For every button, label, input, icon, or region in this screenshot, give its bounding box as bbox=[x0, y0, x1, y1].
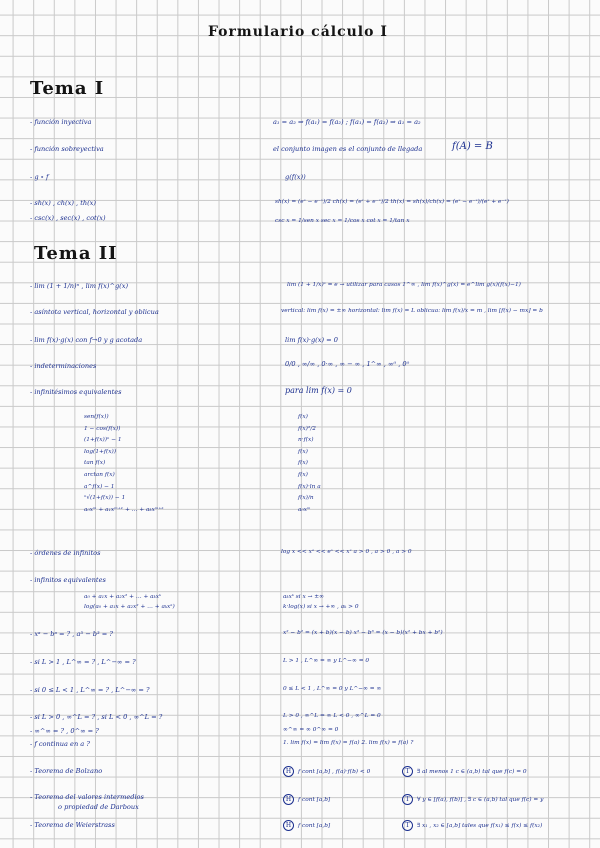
tema2-r2-left-8: - ∞^∞ = ? , 0^∞ = ? bbox=[30, 727, 99, 735]
theorem-ivt-thesis: T ∀ y ∈ [f(a), f(b)] , ∃ c ∈ (a,b) tal que f(c) = y bbox=[402, 794, 543, 805]
tema2-r2-right-5: L > 1 , L^∞ = ∞ y L^−∞ = 0 bbox=[283, 658, 370, 664]
tema2-right-0: lim (1 + 1/x)ˣ = e → utilizar para casos 1^∞ , lim f(x)^g(x) = e^lim g(x)(f(x)−1) bbox=[287, 282, 521, 288]
equiv-right-item: f(x) bbox=[298, 414, 308, 420]
tema2-r2-left-2: a₀ + a₁x + a₂x² + … + aₖxᵏ bbox=[84, 594, 162, 600]
tema1-left-0: - función inyectiva bbox=[30, 118, 92, 126]
theorem-bolzano-label: - Teorema de Bolzano bbox=[30, 767, 103, 775]
thesis-marker: T bbox=[402, 766, 413, 777]
equiv-left-item: ⁿ√(1+f(x)) − 1 bbox=[84, 495, 126, 502]
tema1-left-3: - sh(x) , ch(x) , th(x) bbox=[30, 199, 96, 207]
equiv-left-list bbox=[84, 414, 164, 513]
tema2-right-2: lim f(x)·g(x) = 0 bbox=[285, 336, 338, 344]
tema2-right-4: para lim f(x) = 0 bbox=[285, 386, 352, 395]
tema2-r2-right-9: 1. lim f(x) = lim f(x) = f(a) 2. lim f(x) = f(a) ? bbox=[283, 740, 414, 746]
tema1-right-2: g(f(x)) bbox=[285, 173, 306, 181]
theorem-ivt-label-2: o propiedad de Darboux bbox=[58, 803, 139, 811]
hypothesis-marker: H bbox=[283, 766, 294, 777]
tema2-left-3: - indeterminaciones bbox=[30, 362, 97, 370]
hypothesis-marker: H bbox=[283, 794, 294, 805]
tema1-right-0: a₁ = a₂ ⇒ f(a₁) = f(a₂) ; f(a₁) = f(a₂) ⇒ a₁ = a₂ bbox=[273, 118, 421, 126]
tema1-right-3: sh(x) = (eˣ − e⁻ˣ)/2 ch(x) = (eˣ + e⁻ˣ)/2 th(x) = sh(x)/ch(x) = (eˣ − e⁻ˣ)/(eˣ + e⁻ˣ) bbox=[275, 199, 509, 205]
equiv-right-item: f(x) bbox=[298, 448, 308, 455]
equiv-left-item: a^f(x) − 1 bbox=[84, 483, 115, 490]
equiv-right-item: f(x)/n bbox=[298, 495, 314, 502]
tema2-r2-left-1: - infinitos equivalentes bbox=[30, 576, 106, 584]
tema1-left-2: - g ∘ f bbox=[30, 173, 49, 181]
tema2-r2-left-5: - si L > 1 , L^∞ = ? , L^−∞ = ? bbox=[30, 658, 136, 666]
tema2-r2-right-6: 0 ≤ L < 1 , L^∞ = 0 y L^−∞ = ∞ bbox=[283, 686, 382, 692]
tema2-r2-right-7: L > 0 , ∞^L = ∞ L < 0 , ∞^L = 0 bbox=[283, 713, 381, 719]
tema2-r2-right-3: k·log(x) si x → +∞ , aₖ > 0 bbox=[283, 604, 359, 610]
theorem-weierstrass-hypothesis: H f cont [a,b] bbox=[283, 820, 330, 831]
hypothesis-marker: H bbox=[283, 820, 294, 831]
tema1-right-4: csc x = 1/sen x sec x = 1/cos x cot x = 1/tan x bbox=[275, 218, 410, 224]
equiv-right-list bbox=[298, 414, 321, 513]
equiv-left-item: (1+f(x))ⁿ − 1 bbox=[84, 437, 122, 444]
tema2-r2-left-0: - órdenes de infinitos bbox=[30, 549, 101, 557]
tema2-r2-right-4: x² − b² = (x + b)(x − b) x³ − b³ = (x − b)(x² + bx + b²) bbox=[283, 630, 443, 636]
tema2-r2-left-9: - f continua en a ? bbox=[30, 740, 90, 748]
tema2-r2-left-6: - si 0 ≤ L < 1 , L^∞ = ? , L^−∞ = ? bbox=[30, 686, 150, 694]
tema1-right-1: el conjunto imagen es el conjunto de llegada bbox=[273, 145, 423, 153]
tema2-r2-right-0: log x << xᵃ << eˣ << xˣ a > 0 , a > 0 , a > 0 bbox=[281, 549, 412, 555]
tema2-right-3: 0/0 , ∞/∞ , 0·∞ , ∞ − ∞ , 1^∞ , ∞⁰ , 0⁰ bbox=[285, 360, 410, 368]
thesis-marker: T bbox=[402, 820, 413, 831]
page-title: Formulario cálculo I bbox=[208, 24, 388, 40]
tema2-left-2: - lim f(x)·g(x) con f→0 y g acotada bbox=[30, 336, 143, 344]
tema2-r2-right-2: aₖxᵏ si x → ±∞ bbox=[283, 594, 324, 600]
tema2-r2-right-8: ∞^∞ = ∞ 0^∞ = 0 bbox=[283, 727, 339, 733]
theorem-weierstrass-thesis: T ∃ x₁ , x₂ ∈ [a,b] tales que f(x₁) ≤ f(x) ≤ f(x₂) bbox=[402, 820, 542, 831]
equiv-right-item: f(x) bbox=[298, 460, 308, 467]
theorem-bolzano-hypothesis: H f cont [a,b] , f(a)·f(b) < 0 bbox=[283, 766, 370, 777]
tema1-left-1: - función sobreyectiva bbox=[30, 145, 104, 153]
equiv-left-item: sen(f(x)) bbox=[84, 414, 109, 420]
equiv-right-item: n·f(x) bbox=[298, 437, 314, 444]
equiv-right-item: f(x)²/2 bbox=[298, 425, 316, 432]
tema1-right-1-big: f(A) = B bbox=[452, 141, 493, 152]
tema2-r2-left-4: - xᵃ − bᵃ = ? , a³ − b³ = ? bbox=[30, 630, 113, 638]
tema2-left-0: - lim (1 + 1/n)ⁿ , lim f(x)^g(x) bbox=[30, 282, 129, 290]
thesis-marker: T bbox=[402, 794, 413, 805]
equiv-right-item: f(x)·ln a bbox=[298, 483, 321, 490]
theorem-ivt-label: - Teorema del valores intermedios bbox=[30, 793, 144, 801]
tema2-r2-left-3: log(a₀ + a₁x + a₂x² + … + aₖxᵏ) bbox=[84, 604, 175, 610]
tema1-heading: Tema I bbox=[30, 78, 105, 99]
tema2-left-4: - infinitésimos equivalentes bbox=[30, 388, 122, 396]
equiv-left-item: log(1+f(x)) bbox=[84, 448, 117, 455]
tema2-left-1: - asíntota vertical, horizontal y oblicua bbox=[30, 308, 159, 316]
theorem-ivt-hypothesis: H f cont [a,b] bbox=[283, 794, 330, 805]
theorem-weierstrass-label: - Teorema de Weierstrass bbox=[30, 821, 115, 829]
tema1-left-4: - csc(x) , sec(x) , cot(x) bbox=[30, 214, 106, 222]
equiv-left-item: a₀xᵐ + a₁xᵐ⁺¹ + … + aₖxᵐ⁺ᵏ bbox=[84, 506, 164, 513]
equiv-left-item: tan f(x) bbox=[84, 460, 106, 467]
equiv-left-item: arctan f(x) bbox=[84, 471, 115, 478]
equiv-right-item: a₀xᵐ bbox=[298, 506, 311, 513]
equiv-left-item: 1 − cos(f(x)) bbox=[84, 425, 121, 432]
theorem-bolzano-thesis: T ∃ al menos 1 c ∈ (a,b) tal que f(c) = 0 bbox=[402, 766, 527, 777]
tema2-heading: Tema II bbox=[34, 243, 118, 264]
tema2-right-1: vertical: lim f(x) = ±∞ horizontal: lim f(x) = L oblicua: lim f(x)/x = m , lim [f(x) − mx] = b bbox=[281, 308, 543, 314]
tema2-r2-left-7: - si L > 0 , ∞^L = ? , si L < 0 , ∞^L = ? bbox=[30, 713, 163, 721]
equiv-right-item: f(x) bbox=[298, 471, 308, 478]
